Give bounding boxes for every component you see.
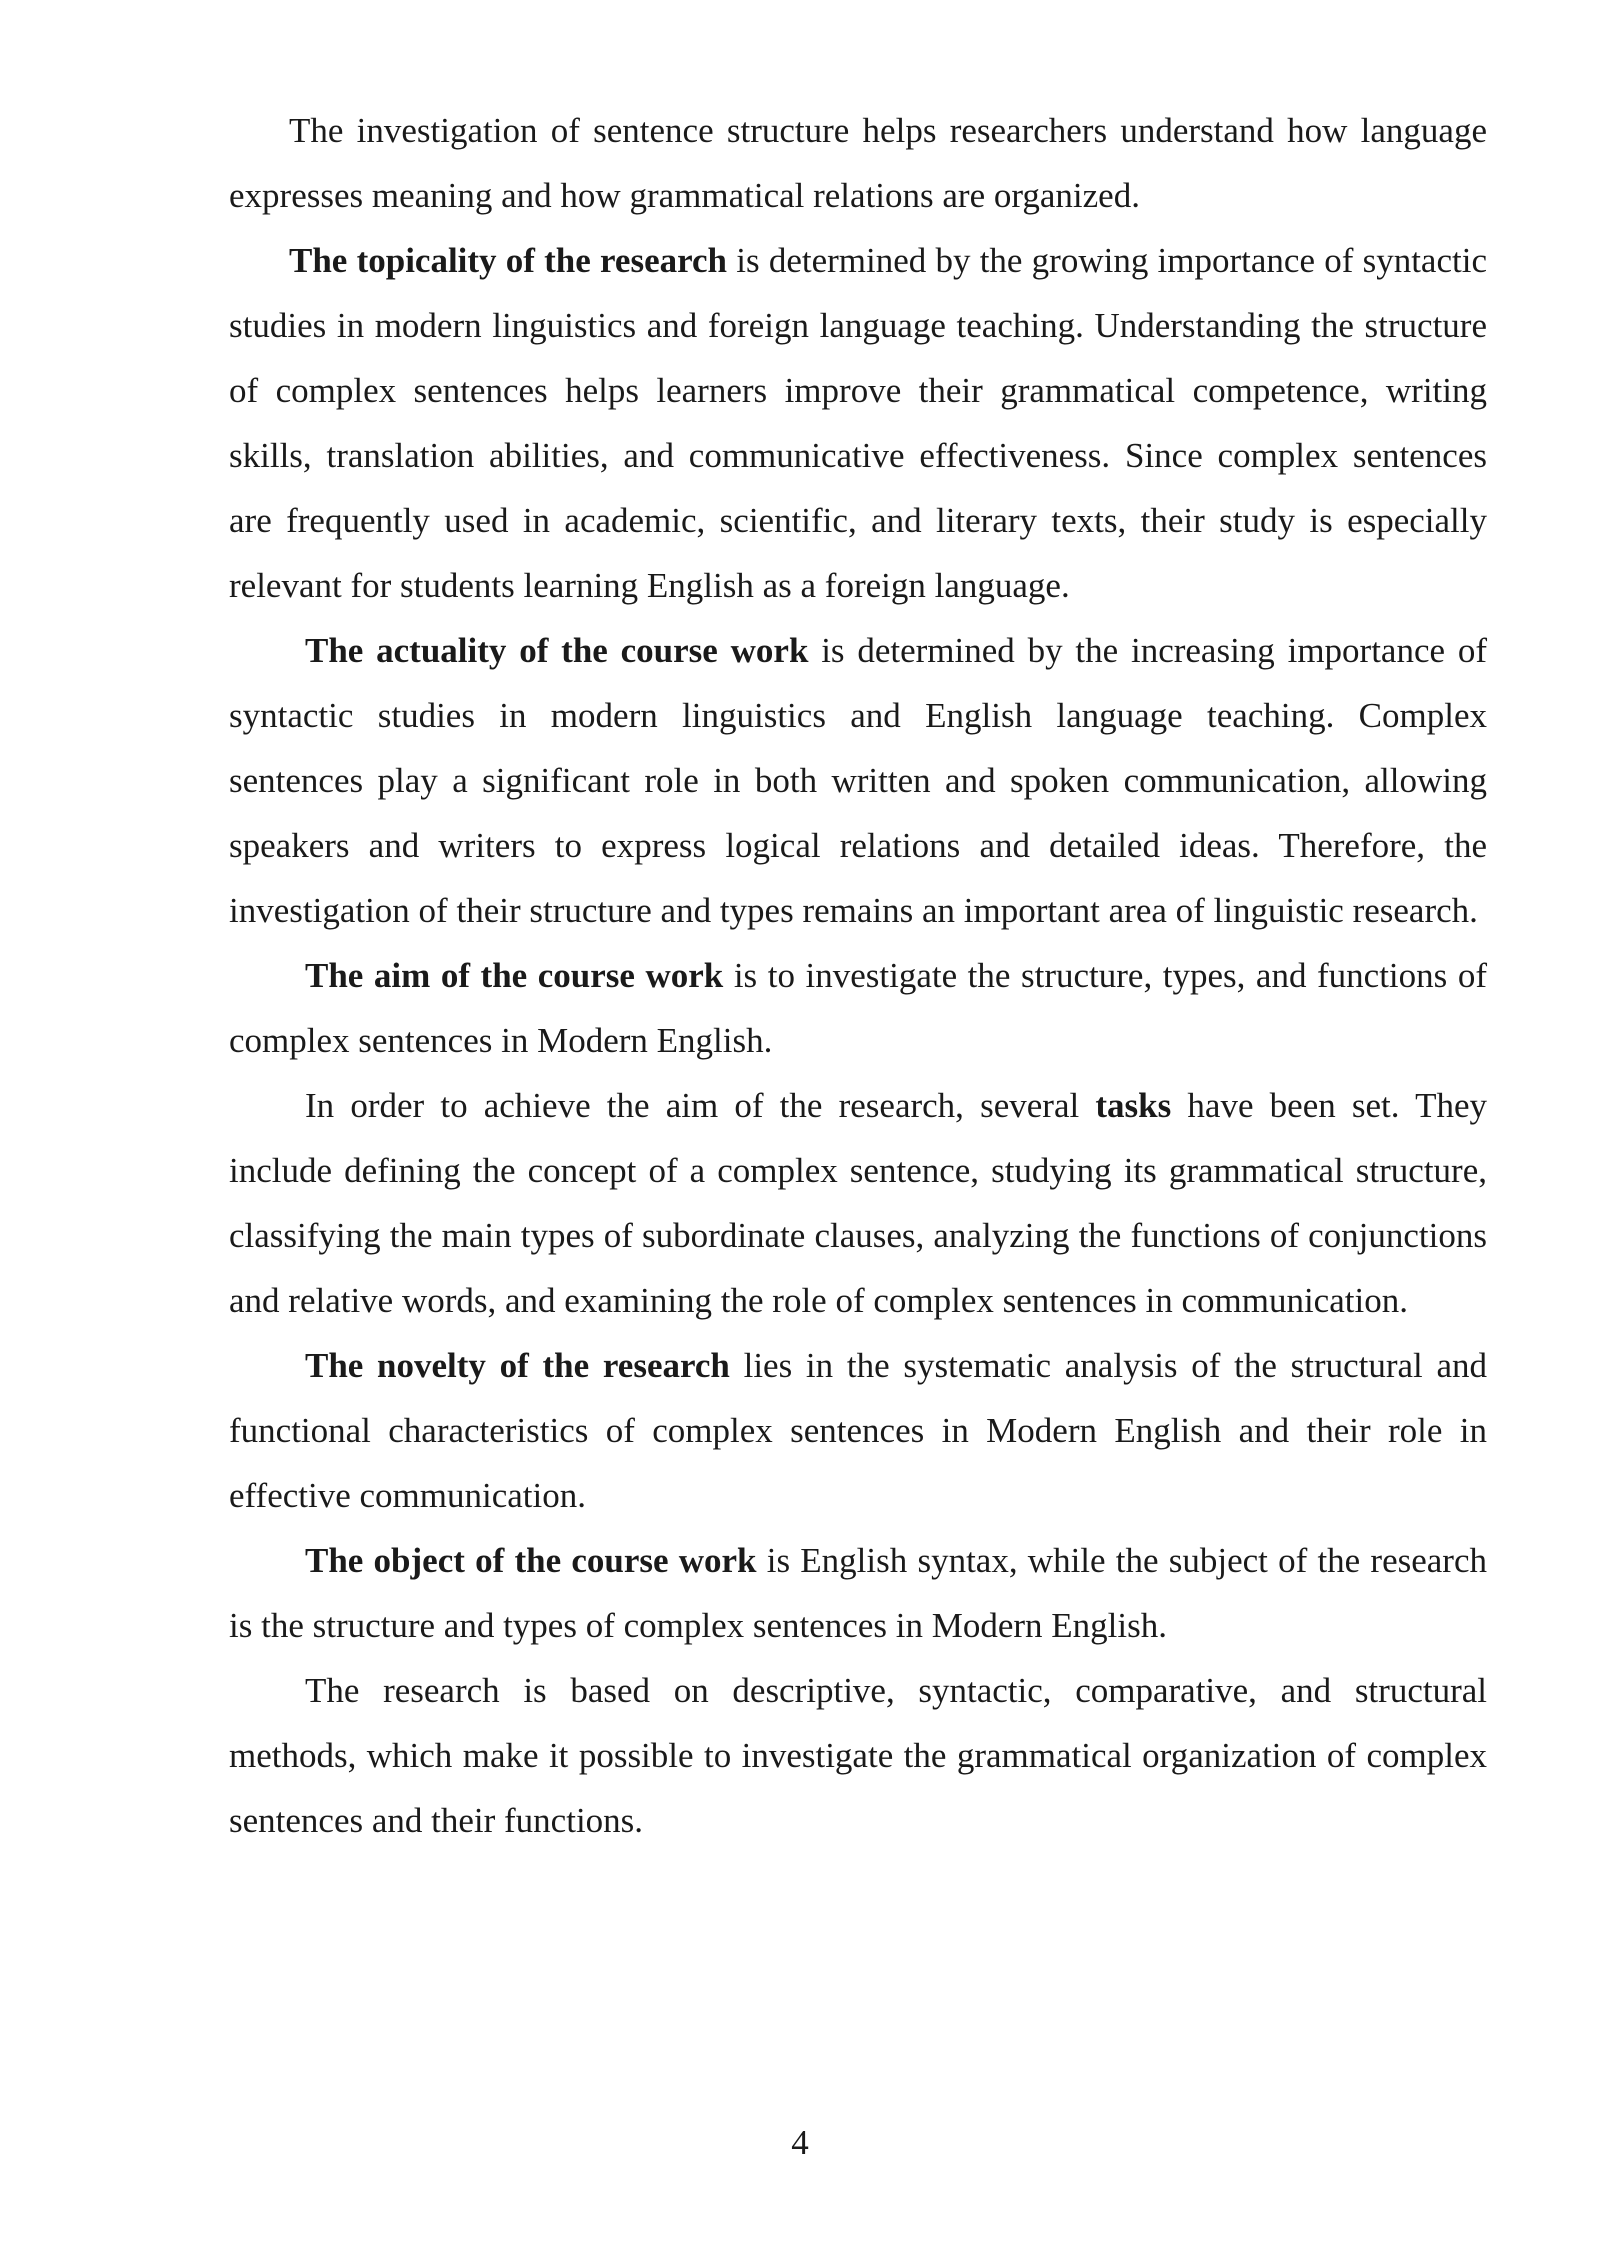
paragraph-methods bbox=[229, 1658, 1487, 1853]
paragraph-object bbox=[229, 1528, 1487, 1658]
paragraph-novelty bbox=[229, 1333, 1487, 1528]
paragraph-aim bbox=[229, 943, 1487, 1073]
paragraph-text: The investigation of sentence structure helps researchers understand how language expresses meaning and how grammatical relations are organized. bbox=[229, 111, 1487, 215]
novelty-heading: The novelty of the research bbox=[305, 1346, 730, 1385]
paragraph-text: is to investigate the structure, types, and functions of complex sentences in Modern English. bbox=[229, 956, 1487, 1060]
tasks-keyword: tasks bbox=[1095, 1086, 1172, 1125]
page-number: 4 bbox=[791, 2123, 809, 2162]
paragraph-text: The research is based on descriptive, syntactic, comparative, and structural methods, which make it possible to investigate the grammatical organization of complex sentences and their functions. bbox=[229, 1671, 1487, 1840]
paragraph-intro bbox=[229, 98, 1487, 228]
aim-heading: The aim of the course work bbox=[305, 956, 724, 995]
paragraph-text: have been set. They include defining the concept of a complex sentence, studying its grammatical structure, classifying the main types of subordinate clauses, analyzing the functions of conjunctions and relative words, and examining the role of complex sentences in communication. bbox=[229, 1086, 1487, 1320]
paragraph-topicality bbox=[229, 228, 1487, 618]
paragraph-text: In order to achieve the aim of the research, several bbox=[305, 1086, 1096, 1125]
paragraph-actuality bbox=[229, 618, 1487, 943]
paragraph-text: lies in the systematic analysis of the structural and functional characteristics of complex sentences in Modern English and their role in effective communication. bbox=[229, 1346, 1488, 1515]
topicality-heading: The topicality of the research bbox=[289, 241, 728, 280]
object-heading: The object of the course work bbox=[305, 1541, 757, 1580]
actuality-heading: The actuality of the course work bbox=[305, 631, 809, 670]
paragraph-text: is English syntax, while the subject of the research is the structure and types of complex sentences in Modern English. bbox=[229, 1541, 1488, 1645]
body-text bbox=[229, 98, 1487, 1853]
paragraph-text: is determined by the increasing importance of syntactic studies in modern linguistics and English language teaching. Complex sentences play a significant role in both written and spoken communication, allowing speakers and writers to express logical relations and detailed ideas. Therefore, the investigation of their structure and types remains an important area of linguistic research. bbox=[229, 631, 1487, 930]
paragraph-tasks bbox=[229, 1073, 1487, 1333]
paragraph-text: is determined by the growing importance of syntactic studies in modern linguistics and foreign language teaching. Understanding the structure of complex sentences helps learners improve their grammatical competence, writing skills, translation abilities, and communicative effectiveness. Since complex sentences are frequently used in academic, scientific, and literary texts, their study is especially relevant for students learning English as a foreign language. bbox=[229, 241, 1487, 605]
